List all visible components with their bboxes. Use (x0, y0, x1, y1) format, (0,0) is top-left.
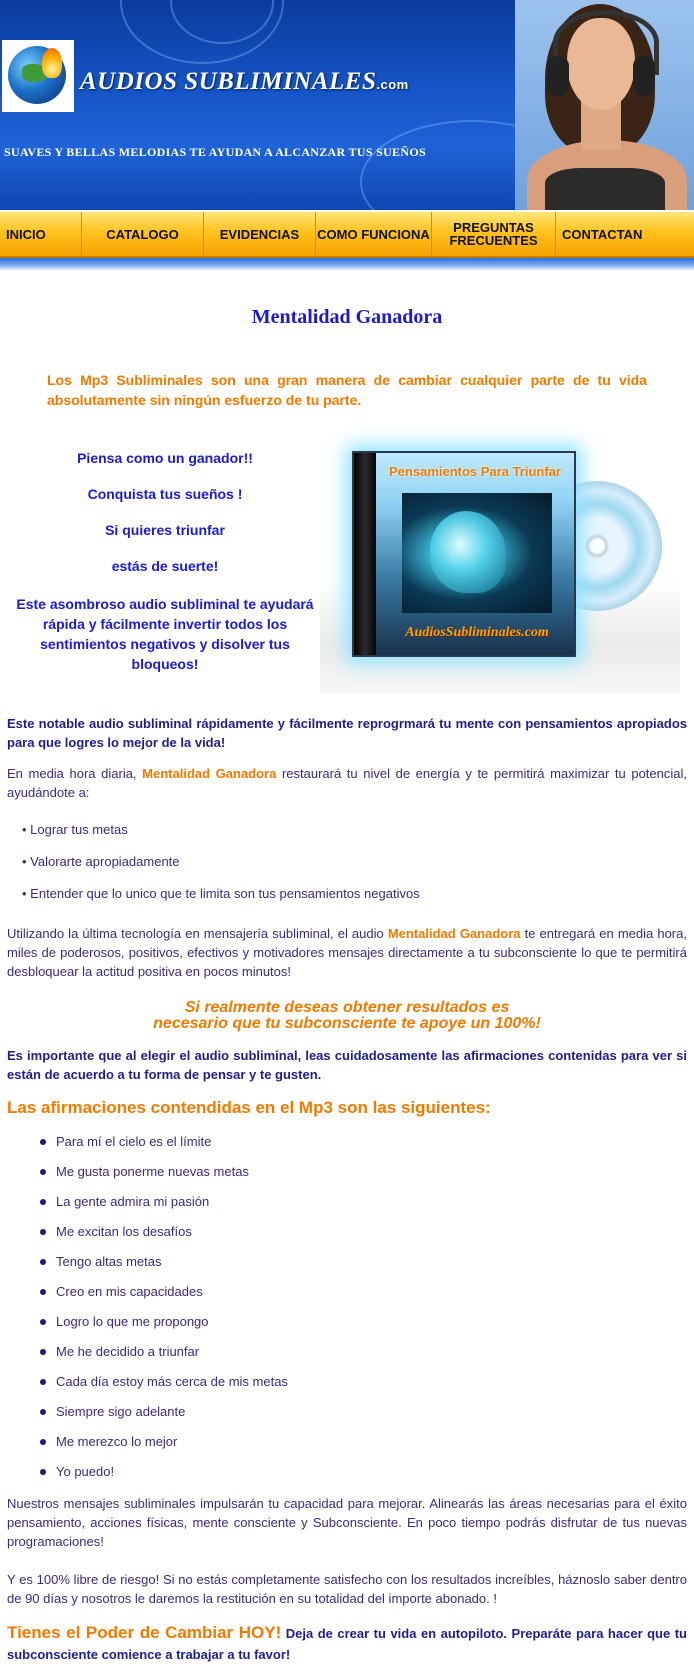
product-cd-image (320, 443, 680, 693)
affirmations-list (40, 1132, 288, 1492)
paragraph-media-hora-post: restaurará tu nivel de energía y te permitirá maximizar tu potencial, ayudándote a: (7, 766, 687, 800)
cta-headline: Tienes el Poder de Cambiar HOY! (7, 1623, 282, 1642)
cd-brand: AudiosSubliminales.com (405, 625, 549, 640)
affirmations-heading: Las afirmaciones contendidas en el Mp3 son las siguientes: (7, 1098, 491, 1117)
list-item: • Valorarte apropiadamente (22, 854, 180, 869)
intro-text: Los Mp3 Subliminales son una gran manera de cambiar cualquier parte de tu vida absolutamente sin ningún esfuerzo de tu parte. (47, 372, 647, 408)
cd-title: Pensamientos Para Triunfar (389, 464, 561, 479)
paragraph-important: Es importante que al elegir el audio subliminal, leas cuidadosamente las afirmaciones contenidas para ver si están de acuerdo a tu forma de pensar y te gusten. (7, 1048, 687, 1082)
paragraph-reprogram: Este notable audio subliminal rápidamente y fácilmente reprogrmará tu mente con pensamientos apropiados para que logres lo mejor de la vida! (7, 716, 687, 750)
nav-item-preguntas-frecuentes[interactable]: PREGUNTAS FRECUENTES (432, 212, 556, 256)
main-nav (0, 210, 694, 258)
site-logo[interactable] (2, 40, 74, 112)
paragraph-media-hora (7, 764, 687, 802)
list-item: La gente admira mi pasión (40, 1192, 288, 1222)
list-item: Cada día estoy más cerca de mis metas (40, 1372, 288, 1402)
list-item: Logro lo que me propongo (40, 1312, 288, 1342)
list-item: Me merezco lo mejor (40, 1432, 288, 1462)
list-item: Tengo altas metas (40, 1252, 288, 1282)
promo-line-1: Piensa como un ganador!! (77, 450, 253, 466)
nav-item-como-funciona[interactable]: COMO FUNCIONA (316, 212, 432, 256)
list-item: Para mí el cielo es el límite (40, 1132, 288, 1162)
brand-suffix: .com (376, 77, 409, 92)
promo-line-2: Conquista tus sueños ! (87, 486, 243, 502)
site-tagline: SUAVES Y BELLAS MELODIAS TE AYUDAN A ALCANZAR TUS SUEÑOS (4, 145, 426, 159)
nav-item-contactanos[interactable]: CONTACTAN (562, 226, 643, 242)
globe-icon (8, 46, 66, 104)
nav-divider-strip (0, 258, 694, 270)
brand-text: AUDIOS SUBLIMINALES (80, 68, 377, 95)
product-name: Mentalidad Ganadora (387, 926, 521, 941)
page-title: Mentalidad Ganadora (251, 306, 443, 328)
benefits-list (22, 820, 420, 916)
list-item: Me he decidido a triunfar (40, 1342, 288, 1372)
list-item: • Lograr tus metas (22, 822, 128, 837)
header-photo-woman-headphones (515, 0, 694, 210)
headphones-icon (547, 56, 569, 96)
site-header (0, 0, 694, 210)
callout-line-1: Si realmente deseas obtener resultados es (184, 999, 510, 1016)
callout-line-2: necesario que tu subconsciente te apoye un 100%! (153, 1015, 541, 1032)
product-name: Mentalidad Ganadora (142, 766, 277, 781)
cta-text: Deja de crear tu vida en autopiloto. Preparáte para hacer que tu subconsciente comience a trabajar a tu favor! (7, 1626, 687, 1662)
paragraph-technology (7, 924, 687, 981)
nav-item-inicio[interactable]: INICIO (0, 212, 82, 256)
promo-description: Este asombroso audio subliminal te ayudará rápida y fácilmente invertir todos los sentimientos negativos y disolver tus bloqueos! (16, 596, 314, 672)
list-item: Creo en mis capacidades (40, 1282, 288, 1312)
brand-name[interactable] (80, 68, 409, 96)
paragraph-technology-post: te entregará en media hora, miles de poderosos, positivos, efectivos y motivadores mensajes directamente a tu subconsciente lo que te permitirá desbloquear la actitud positiva en pocos minutos! (7, 926, 687, 979)
promo-line-3: Si quieres triunfar (105, 522, 225, 538)
paragraph-technology-pre: Utilizando la última tecnología en mensajería subliminal, el audio (7, 926, 388, 941)
list-item: • Entender que lo unico que te limita son tus pensamientos negativos (22, 886, 420, 901)
paragraph-messages: Nuestros mensajes subliminales impulsarán tu capacidad para mejorar. Alinearás las áreas necesarias para el éxito pensamiento, acciones físicas, mente consciente y Subconsciente. En poco tiempo podrás disfrutar de tus nuevas programaciones! (7, 1496, 687, 1549)
list-item: Yo puedo! (40, 1462, 288, 1492)
nav-item-catalogo[interactable]: CATALOGO (82, 212, 204, 256)
list-item: Me gusta ponerme nuevas metas (40, 1162, 288, 1192)
flame-icon (42, 48, 62, 78)
promo-line-4: estás de suerte! (111, 558, 219, 574)
nav-item-evidencias[interactable]: EVIDENCIAS (204, 212, 316, 256)
list-item: Siempre sigo adelante (40, 1402, 288, 1432)
call-to-action (7, 1622, 687, 1665)
paragraph-guarantee: Y es 100% libre de riesgo! Si no estás completamente satisfecho con los resultados increíbles, házno​slo saber dentro de 90 días y nosotros le daremos la restitución en su totalidad del importe abonado. ! (7, 1572, 687, 1606)
cd-case (352, 451, 576, 657)
brain-head-icon (402, 493, 552, 613)
list-item: Me excitan los desafíos (40, 1222, 288, 1252)
paragraph-media-hora-pre: En media hora diaria, (7, 766, 143, 781)
